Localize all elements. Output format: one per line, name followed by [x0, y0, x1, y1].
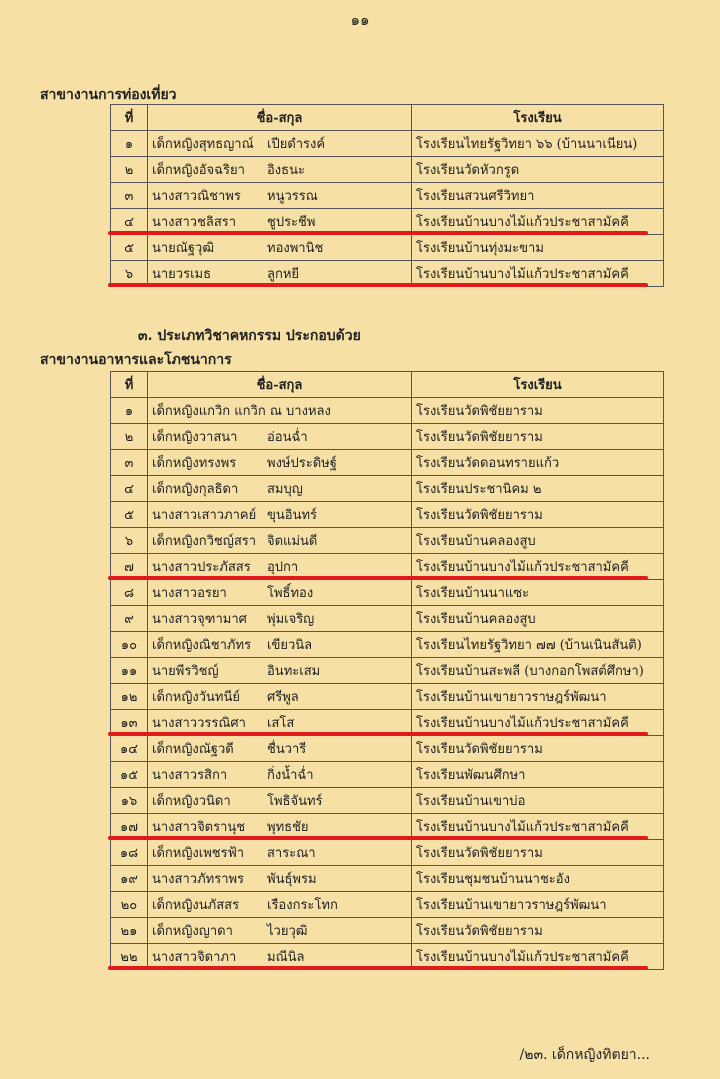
row-number: ๔ [111, 476, 148, 502]
student-name [148, 424, 412, 450]
row-number: ๕ [111, 235, 148, 261]
given-name: เด็กหญิงแกวิก แกวิก ณ บางหลง [152, 404, 331, 419]
family-name: ศรีพูล [267, 690, 299, 705]
family-name: พงษ์ประดิษฐ์ [267, 456, 337, 471]
row-number: ๒ [111, 157, 148, 183]
row-number: ๒๑ [111, 918, 148, 944]
given-name: นางสาวจิตรานุช [152, 820, 246, 835]
header-name: ชื่อ-สกุล [148, 105, 412, 131]
table-row [111, 762, 664, 788]
table-row [111, 476, 664, 502]
family-name: เสโส [267, 716, 295, 731]
given-name: เด็กหญิงณัฐวดี [152, 742, 234, 757]
given-name: นางสาวชลิสรา [152, 215, 237, 230]
family-name: อุปกา [267, 560, 299, 575]
family-name: ชื่นวารี [267, 742, 307, 757]
row-number: ๑๓ [111, 710, 148, 736]
family-name: หนูวรรณ [267, 189, 318, 204]
family-name: พุ่มเจริญ [267, 612, 315, 627]
family-name: เปียดำรงค์ [267, 137, 326, 152]
student-name [148, 131, 412, 157]
red-highlight-line [108, 231, 648, 235]
family-name: สาระณา [267, 846, 316, 861]
student-name [148, 866, 412, 892]
family-name: พุทธชัย [267, 820, 309, 835]
row-number: ๑ [111, 398, 148, 424]
family-name: อิงธนะ [267, 163, 305, 178]
header-name: ชื่อ-สกุล [148, 372, 412, 398]
table-row [111, 658, 664, 684]
header-school: โรงเรียน [412, 105, 664, 131]
student-name [148, 684, 412, 710]
school-name: โรงเรียนวัดพิชัยยาราม [412, 918, 664, 944]
student-name [148, 502, 412, 528]
school-name: โรงเรียนบ้านเขาบ่อ [412, 788, 664, 814]
student-name [148, 658, 412, 684]
student-name [148, 632, 412, 658]
student-name [148, 235, 412, 261]
row-number: ๑๐ [111, 632, 148, 658]
family-name: เขียวนิล [267, 638, 313, 653]
student-name [148, 450, 412, 476]
school-name: โรงเรียนบ้านบางไม้แก้วประชาสามัคคี [412, 261, 664, 287]
row-number: ๘ [111, 580, 148, 606]
school-name: โรงเรียนบ้านคลองสูบ [412, 528, 664, 554]
red-highlight-line [108, 283, 648, 287]
given-name: นางสาวอรยา [152, 586, 227, 601]
family-name: ชูประชีพ [267, 215, 316, 230]
family-name: ขุนอินทร์ [267, 508, 318, 523]
continuation-note: /๒๓. เด็กหญิงทิตยา... [519, 1047, 650, 1063]
family-name: ลูกหยี [267, 267, 300, 282]
given-name: เด็กหญิงณิชาภัทร [152, 638, 252, 653]
school-name: โรงเรียนวัดพิชัยยาราม [412, 502, 664, 528]
given-name: เด็กหญิงทรงพร [152, 456, 237, 471]
table-row [111, 684, 664, 710]
family-name: พันธุ์พรม [267, 872, 317, 887]
table-row [111, 398, 664, 424]
red-highlight-line [108, 732, 648, 736]
table-row [111, 892, 664, 918]
row-number: ๖ [111, 528, 148, 554]
red-highlight-line [108, 836, 648, 840]
table-row [111, 528, 664, 554]
family-name: มณีนิล [267, 950, 305, 965]
row-number: ๑๔ [111, 736, 148, 762]
given-name: นายวรเมธ [152, 267, 212, 282]
section-title-food: สาขางานอาหารและโภชนาการ [40, 352, 232, 368]
row-number: ๙ [111, 606, 148, 632]
tourism-table-body [111, 131, 664, 287]
given-name: เด็กหญิงกวิชญ์สรา [152, 534, 257, 549]
table-row [111, 235, 664, 261]
header-school: โรงเรียน [412, 372, 664, 398]
student-name [148, 528, 412, 554]
given-name: เด็กหญิงวาสนา [152, 430, 238, 445]
given-name: เด็กหญิงเพชรฟ้า [152, 846, 245, 861]
family-name: เรืองกระโทก [267, 898, 338, 913]
table-row [111, 183, 664, 209]
family-name: ทองพานิช [267, 241, 324, 256]
given-name: นางสาวรสิกา [152, 768, 228, 783]
school-name: โรงเรียนบ้านนาแซะ [412, 580, 664, 606]
school-name: โรงเรียนบ้านเขายาวราษฎร์พัฒนา [412, 684, 664, 710]
school-name: โรงเรียนไทยรัฐวิทยา ๖๖ (บ้านนาเนียน) [412, 131, 664, 157]
student-name [148, 580, 412, 606]
red-highlight-line [108, 966, 648, 970]
student-name [148, 183, 412, 209]
school-name: โรงเรียนสวนศรีวิทยา [412, 183, 664, 209]
school-name: โรงเรียนวัดหัวกรูด [412, 157, 664, 183]
school-name: โรงเรียนวัดพิชัยยาราม [412, 424, 664, 450]
given-name: นางสาวภัทราพร [152, 872, 245, 887]
header-no: ที่ [111, 372, 148, 398]
family-name: ไวยวุฒิ [267, 924, 308, 939]
school-name: โรงเรียนบ้านบางไม้แก้วประชาสามัคคี [412, 554, 664, 580]
given-name: นางสาวเสาวภาคย์ [152, 508, 257, 523]
given-name: นางสาววรรณิศา [152, 716, 246, 731]
row-number: ๑๘ [111, 840, 148, 866]
given-name: เด็กหญิงวันทนีย์ [152, 690, 241, 705]
table-row [111, 131, 664, 157]
family-name: อินทะเสม [267, 664, 321, 679]
student-name [148, 476, 412, 502]
row-number: ๗ [111, 554, 148, 580]
category-heading: ๓. ประเภทวิชาคหกรรม ประกอบด้วย [138, 328, 361, 344]
school-name: โรงเรียนประชานิคม ๒ [412, 476, 664, 502]
given-name: เด็กหญิงสุทธญาณ์ [152, 137, 254, 152]
table-row [111, 736, 664, 762]
table-row [111, 840, 664, 866]
family-name: โพธิจันทร์ [267, 794, 323, 809]
food-table [110, 371, 664, 970]
given-name: นายพีรวิชญ์ [152, 664, 219, 679]
row-number: ๑๒ [111, 684, 148, 710]
row-number: ๓ [111, 450, 148, 476]
row-number: ๔ [111, 209, 148, 235]
school-name: โรงเรียนบ้านบางไม้แก้วประชาสามัคคี [412, 944, 664, 970]
red-highlight-line [108, 576, 648, 580]
student-name [148, 398, 412, 424]
school-name: โรงเรียนบ้านบางไม้แก้วประชาสามัคคี [412, 814, 664, 840]
table-row [111, 632, 664, 658]
school-name: โรงเรียนบ้านคลองสูบ [412, 606, 664, 632]
given-name: เด็กหญิงญาดา [152, 924, 233, 939]
family-name: กิ่งน้ำฉ่ำ [267, 768, 314, 783]
given-name: นางสาวจิดาภา [152, 950, 237, 965]
page-number: ๑๑ [350, 11, 370, 29]
row-number: ๒๐ [111, 892, 148, 918]
food-table-body [111, 398, 664, 970]
student-name [148, 892, 412, 918]
table-row [111, 866, 664, 892]
school-name: โรงเรียนบ้านเขายาวราษฎร์พัฒนา [412, 892, 664, 918]
school-name: โรงเรียนวัดพิชัยยาราม [412, 736, 664, 762]
given-name: นางสาวประภัสสร [152, 560, 251, 575]
student-name [148, 840, 412, 866]
table-row [111, 788, 664, 814]
table-header-row [111, 105, 664, 131]
school-name: โรงเรียนวัดดอนทรายแก้ว [412, 450, 664, 476]
school-name: โรงเรียนบ้านบางไม้แก้วประชาสามัคคี [412, 710, 664, 736]
table-row [111, 157, 664, 183]
row-number: ๓ [111, 183, 148, 209]
student-name [148, 606, 412, 632]
given-name: เด็กหญิงนภัสสร [152, 898, 240, 913]
given-name: เด็กหญิงอัจฉริยา [152, 163, 245, 178]
table-header-row [111, 372, 664, 398]
school-name: โรงเรียนไทยรัฐวิทยา ๗๗ (บ้านเนินสันติ) [412, 632, 664, 658]
row-number: ๑๑ [111, 658, 148, 684]
given-name: เด็กหญิงวนิดา [152, 794, 231, 809]
header-no: ที่ [111, 105, 148, 131]
given-name: นางสาวจุฑามาศ [152, 612, 247, 627]
tourism-table [110, 104, 664, 287]
row-number: ๒ [111, 424, 148, 450]
family-name: อ่อนฉ่ำ [267, 430, 308, 445]
family-name: จิตแม่นดี [267, 534, 318, 549]
table-row [111, 424, 664, 450]
row-number: ๕ [111, 502, 148, 528]
given-name: นายณัฐวุฒิ [152, 241, 215, 256]
table-row [111, 580, 664, 606]
given-name: เด็กหญิงกุลธิดา [152, 482, 239, 497]
school-name: โรงเรียนบ้านสะพลี (บางกอกโพสต์ศึกษา) [412, 658, 664, 684]
row-number: ๑๙ [111, 866, 148, 892]
school-name: โรงเรียนบ้านทุ่งมะขาม [412, 235, 664, 261]
table-row [111, 606, 664, 632]
row-number: ๖ [111, 261, 148, 287]
school-name: โรงเรียนวัดพิชัยยาราม [412, 840, 664, 866]
row-number: ๑ [111, 131, 148, 157]
table-row [111, 502, 664, 528]
school-name: โรงเรียนพัฒนศึกษา [412, 762, 664, 788]
school-name: โรงเรียนบ้านบางไม้แก้วประชาสามัคคี [412, 209, 664, 235]
row-number: ๑๗ [111, 814, 148, 840]
student-name [148, 736, 412, 762]
family-name: สมบุญ [267, 482, 303, 497]
family-name: โพธิ์ทอง [267, 586, 314, 601]
school-name: โรงเรียนชุมชนบ้านนาชะอัง [412, 866, 664, 892]
section-title-tourism: สาขางานการท่องเที่ยว [40, 87, 177, 103]
student-name [148, 918, 412, 944]
given-name: นางสาวณิชาพร [152, 189, 241, 204]
table-row [111, 918, 664, 944]
row-number: ๑๖ [111, 788, 148, 814]
row-number: ๒๒ [111, 944, 148, 970]
table-row [111, 450, 664, 476]
school-name: โรงเรียนวัดพิชัยยาราม [412, 398, 664, 424]
student-name [148, 788, 412, 814]
student-name [148, 157, 412, 183]
row-number: ๑๕ [111, 762, 148, 788]
student-name [148, 762, 412, 788]
